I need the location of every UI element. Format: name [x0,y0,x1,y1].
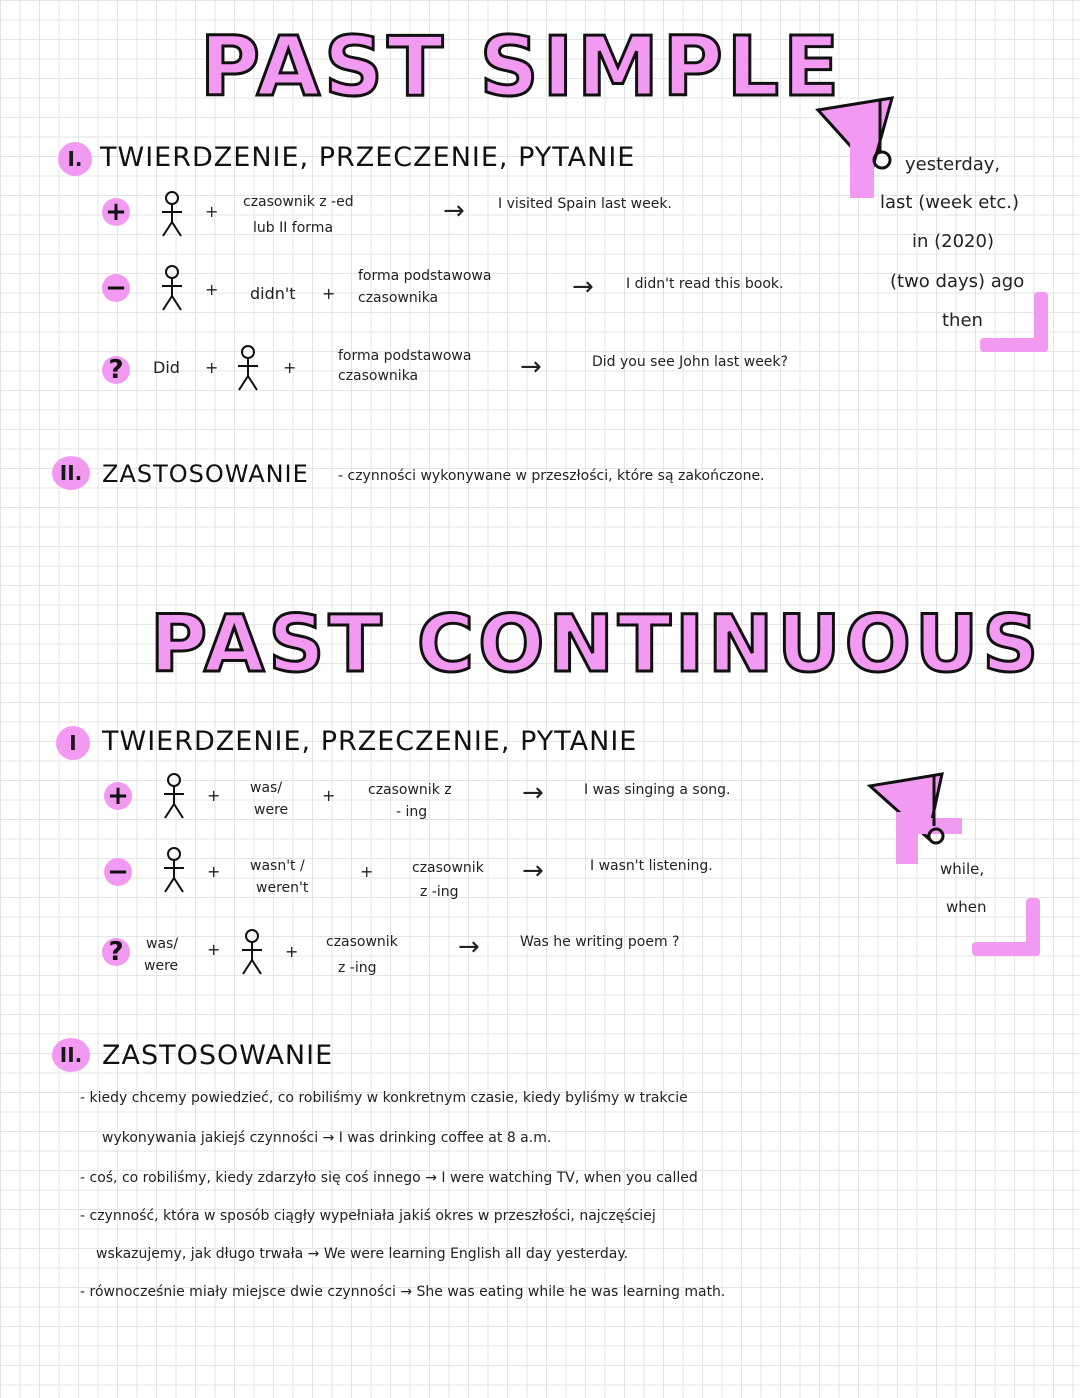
arrow-right-icon: → [520,352,542,382]
rule-text: - ing [396,804,428,820]
example-sentence: I didn't read this book. [626,276,784,292]
person-icon [160,190,184,238]
auxiliary-verb: wasn't / [250,858,305,874]
person-icon [160,264,184,312]
person-icon [162,846,186,894]
arrow-right-icon: → [572,272,594,302]
auxiliary-verb: Did [153,358,180,377]
plus-symbol: + [360,862,374,881]
section-number: I. [58,142,92,176]
plus-symbol: + [207,940,221,959]
question-sign-badge: ? [102,356,130,384]
rule-text: z -ing [420,884,459,900]
plus-symbol: + [207,786,221,805]
auxiliary-verb: was/ [146,936,179,952]
example-sentence: I visited Spain last week. [498,196,672,212]
auxiliary-verb: were [254,802,289,818]
example-sentence: Did you see John last week? [592,354,788,370]
usage-bullet: - czynność, która w sposób ciągły wypełniała jakiś okres w przeszłości, najczęściej [80,1208,656,1224]
person-icon [236,344,260,392]
usage-bullet: - kiedy chcemy powiedzieć, co robiliśmy w konkretnym czasie, kiedy byliśmy w trakcie [80,1090,688,1106]
section-heading: ZASTOSOWANIE [102,460,309,488]
section-number: I [56,726,90,760]
rule-text: czasownik z -ed [243,194,354,210]
rule-text: czasownik [326,934,398,950]
time-expression: last (week etc.) [880,192,1019,213]
time-expression: while, [940,860,985,878]
section-heading: TWIERDZENIE, PRZECZENIE, PYTANIE [102,726,638,757]
time-expression: (two days) ago [890,271,1025,292]
example-sentence: Was he writing poem ? [520,934,680,950]
rule-text: z -ing [338,960,377,976]
example-sentence: I wasn't listening. [590,858,713,874]
rule-text: czasownika [358,290,439,306]
section-heading: TWIERDZENIE, PRZECZENIE, PYTANIE [100,142,636,173]
plus-sign-badge: + [102,198,130,226]
time-expression: when [946,898,987,916]
flag-icon [862,768,972,868]
question-sign-badge: ? [102,938,130,966]
time-expression: yesterday, [905,154,1001,175]
plus-symbol: + [205,202,219,221]
plus-symbol: + [205,280,219,299]
usage-text: - czynności wykonywane w przeszłości, które są zakończone. [338,468,765,484]
corner-decoration [972,942,1040,956]
section-number: II. [52,1038,90,1072]
rule-text: forma podstawowa [358,268,492,284]
auxiliary-verb: didn't [250,284,296,303]
past-continuous-title: PAST CONTINUOUS [150,600,1043,690]
usage-bullet: wykonywania jakiejś czynności → I was drinking coffee at 8 a.m. [102,1130,552,1146]
past-simple-title: PAST SIMPLE [200,20,844,115]
plus-symbol: + [322,284,336,303]
arrow-right-icon: → [522,778,544,808]
minus-sign-badge: − [102,274,130,302]
plus-symbol: + [205,358,219,377]
plus-symbol: + [285,942,299,961]
rule-text: forma podstawowa [338,348,472,364]
rule-text: lub II forma [253,220,334,236]
plus-symbol: + [207,862,221,881]
usage-bullet: - coś, co robiliśmy, kiedy zdarzyło się coś innego → I were watching TV, when you called [80,1170,698,1186]
rule-text: czasownika [338,368,419,384]
plus-sign-badge: + [104,782,132,810]
auxiliary-verb: was/ [250,780,283,796]
time-expression: in (2020) [912,231,994,252]
person-icon [162,772,186,820]
arrow-right-icon: → [522,856,544,886]
section-number: II. [52,456,90,490]
auxiliary-verb: weren't [256,880,309,896]
rule-text: czasownik z [368,782,452,798]
plus-symbol: + [283,358,297,377]
corner-decoration [980,338,1048,352]
person-icon [240,928,264,976]
auxiliary-verb: were [144,958,179,974]
usage-bullet: wskazujemy, jak długo trwała → We were learning English all day yesterday. [96,1246,629,1262]
rule-text: czasownik [412,860,484,876]
flag-icon [810,92,920,202]
section-heading: ZASTOSOWANIE [102,1040,334,1071]
time-expression: then [942,310,983,331]
arrow-right-icon: → [458,932,480,962]
usage-bullet: - równocześnie miały miejsce dwie czynności → She was eating while he was learning math. [80,1284,726,1300]
plus-symbol: + [322,786,336,805]
minus-sign-badge: − [104,858,132,886]
arrow-right-icon: → [443,196,465,226]
example-sentence: I was singing a song. [584,782,731,798]
